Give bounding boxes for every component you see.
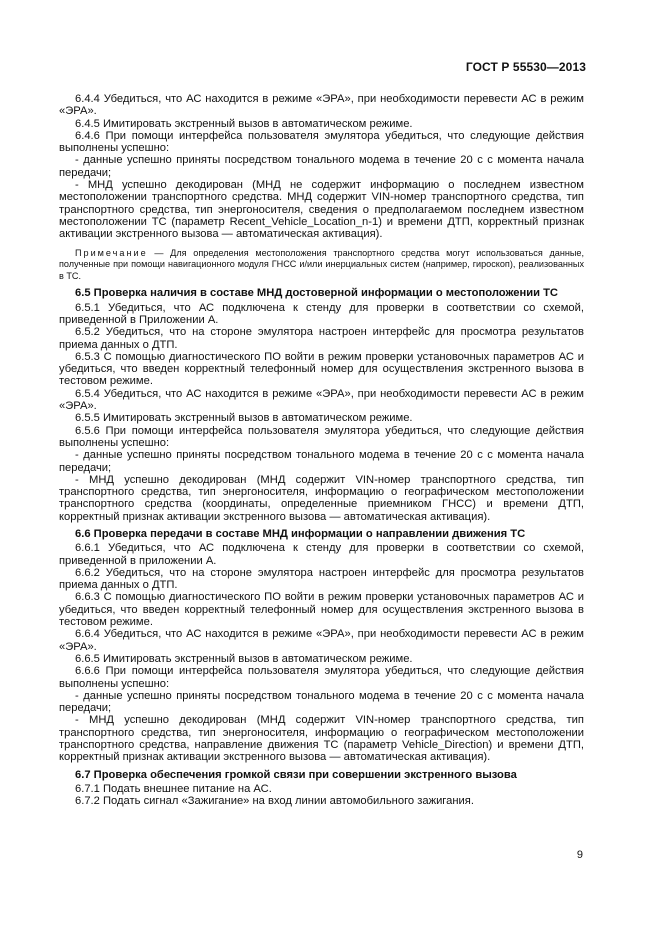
paragraph-6-4-5: 6.4.5 Имитировать экстренный вызов в автоматическом режиме.: [75, 117, 413, 130]
list-item: - данные успешно приняты посредством тонального модема в течение 20 с с момента начала передачи;: [59, 689, 584, 715]
paragraph-6-6-5: 6.6.5 Имитировать экстренный вызов в автоматическом режиме.: [75, 652, 413, 665]
list-item: - МНД успешно декодирован (МНД содержит VIN-номер транспортного средства, тип транспортного средства, тип энергоносителя, информацию о географическом местоположении транспортного средства, направление движения ТС (параметр Vehicle_Direction) и времени ДТП, корректный признак активации экстренного вызова — автоматическая активация).: [59, 714, 584, 764]
section-heading-6-5: 6.5 Проверка наличия в составе МНД достоверной информации о местоположении ТС: [75, 287, 559, 300]
section-heading-6-6: 6.6 Проверка передачи в составе МНД информации о направлении движения ТС: [75, 527, 526, 540]
document-code: ГОСТ Р 55530—2013: [465, 60, 586, 74]
section-heading-6-7: 6.7 Проверка обеспечения громкой связи при совершении экстренного вызова: [75, 768, 517, 781]
paragraph-6-5-1: 6.5.1 Убедиться, что АС подключена к стенду для проверки в соответствии со схемой, приведенной в Приложении А.: [59, 301, 584, 326]
list-item: - данные успешно приняты посредством тонального модема в течение 20 с с момента начала передачи;: [59, 154, 584, 179]
note: [59, 248, 584, 283]
list-item: - данные успешно приняты посредством тонального модема в течение 20 с с момента начала передачи;: [59, 449, 584, 474]
list-item: - МНД успешно декодирован (МНД содержит VIN-номер транспортного средства, тип транспортного средства, тип энергоносителя, информацию о географическом местоположении транспортного средства (координаты, определенные приемником ГНСС) и времени ДТП, корректный признак активации экстренного вызова — автоматическая активация).: [59, 473, 584, 523]
paragraph-6-6-2: 6.6.2 Убедиться, что на стороне эмулятора настроен интерфейс для просмотра результатов приема данных о ДТП.: [59, 566, 584, 592]
paragraph-6-4-6: 6.4.6 При помощи интерфейса пользователя эмулятора убедиться, что следующие действия выполнены успешно:: [59, 129, 584, 155]
note-text: — Для определения местоположения транспортного средства могут использоваться данные, полученные при помощи навигационного модуля ГНСС и/или инерциальных систем (например, гироскоп), реализованных в ТС.: [59, 247, 584, 281]
note-label: Примечание: [75, 247, 148, 258]
paragraph-6-6-1: 6.6.1 Убедиться, что АС подключена к стенду для проверки в соответствии со схемой, приведенной в приложении А.: [59, 542, 584, 567]
page-number: 9: [576, 849, 583, 861]
paragraph-6-4-4: 6.4.4 Убедиться, что АС находится в режиме «ЭРА», при необходимости перевести АС в режим «ЭРА».: [59, 93, 584, 118]
paragraph-6-5-2: 6.5.2 Убедиться, что на стороне эмулятора настроен интерфейс для просмотра результатов приема данных о ДТП.: [59, 326, 584, 351]
document-body: [59, 93, 584, 808]
paragraph-6-5-6: 6.5.6 При помощи интерфейса пользователя эмулятора убедиться, что следующие действия выполнены успешно:: [59, 424, 584, 449]
paragraph-6-5-3: 6.5.3 С помощью диагностического ПО войти в режим проверки установочных параметров АС и убедиться, что введен корректный телефонный номер для осуществления экстренного вызова в тестовом режиме.: [59, 350, 584, 388]
paragraph-6-6-6: 6.6.6 При помощи интерфейса пользователя эмулятора убедиться, что следующие действия выполнены успешно:: [59, 665, 584, 690]
paragraph-6-7-1: 6.7.1 Подать внешнее питание на АС.: [75, 782, 272, 795]
paragraph-6-6-4: 6.6.4 Убедиться, что АС находится в режиме «ЭРА», при необходимости перевести АС в режим «ЭРА».: [59, 628, 584, 653]
paragraph-6-5-4: 6.5.4 Убедиться, что АС находится в режиме «ЭРА», при необходимости перевести АС в режим «ЭРА».: [59, 387, 584, 413]
paragraph-6-7-2: 6.7.2 Подать сигнал «Зажигание» на вход линии автомобильного зажигания.: [75, 795, 474, 808]
list-item: - МНД успешно декодирован (МНД не содержит информацию о последнем известном местоположении транспортного средства. МНД содержит VIN-номер транспортного средства, тип транспортного средства, тип энергоносителя, сведения о предполагаемом последнем известном местоположении ТС (параметр Recent_Vehicle_Location_n-1) и времени ДТП, корректный признак активации экстренного вызова — автоматическая активация).: [59, 179, 584, 241]
paragraph-6-5-5: 6.5.5 Имитировать экстренный вызов в автоматическом режиме.: [75, 412, 413, 425]
paragraph-6-6-3: 6.6.3 С помощью диагностического ПО войти в режим проверки установочных параметров АС и убедиться, что введен корректный телефонный номер для осуществления экстренного вызова в тестовом режиме.: [59, 591, 584, 629]
